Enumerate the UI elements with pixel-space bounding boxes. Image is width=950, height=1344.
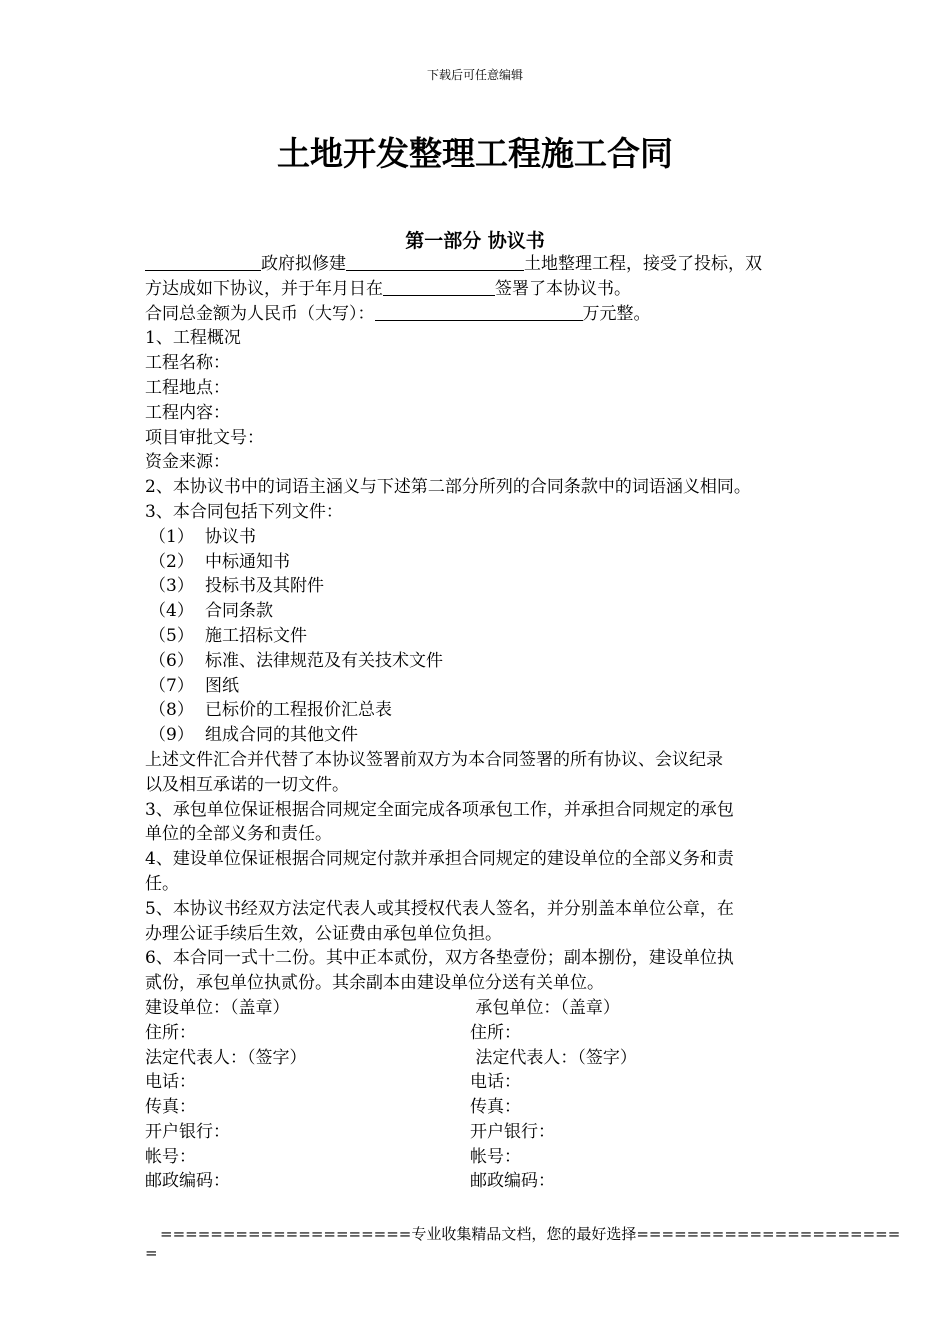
list-item: （5） 施工招标文件: [149, 625, 307, 646]
list-item: （6） 标准、法律规范及有关技术文件: [149, 650, 443, 671]
field-fund-source: 资金来源：: [145, 452, 230, 473]
signature-row: 开户银行： 开户银行：: [145, 1121, 555, 1142]
signature-row: 邮政编码： 邮政编码：: [145, 1171, 555, 1192]
signature-row: 电话： 电话：: [145, 1072, 521, 1093]
paragraph-effect-cont: 办理公证手续后生效，公证费由承包单位负担。: [145, 923, 502, 944]
section-title: 第一部分 协议书: [405, 230, 545, 252]
section1-heading: 1、工程概况: [145, 328, 241, 349]
government-blank: [145, 253, 261, 271]
place-blank: [383, 278, 495, 296]
paragraph-builder: 4、建设单位保证根据合同规定付款并承担合同规定的建设单位的全部义务和责: [145, 849, 734, 870]
list-item: （1） 协议书: [149, 526, 256, 547]
paragraph-replace-cont: 以及相互承诺的一切文件。: [145, 774, 349, 795]
page-footer: [145, 1225, 901, 1263]
paragraph-contractor-cont: 单位的全部义务和责任。: [145, 824, 332, 845]
list-item: （3） 投标书及其附件: [149, 576, 324, 597]
paragraph-builder-cont: 任。: [145, 873, 179, 894]
project-blank: [346, 253, 524, 271]
intro-line-3: 合同总金额为人民币（大写）： 万元整。: [145, 303, 651, 324]
field-project-location: 工程地点：: [145, 377, 230, 398]
field-project-content: 工程内容：: [145, 402, 230, 423]
list-item: （8） 已标价的工程报价汇总表: [149, 700, 392, 721]
signature-row: 传真： 传真：: [145, 1097, 521, 1118]
amount-blank: [375, 303, 583, 321]
paragraph-copies-cont: 贰份，承包单位执贰份。其余副本由建设单位分送有关单位。: [145, 973, 604, 994]
paragraph-copies: 6、本合同一式十二份。其中正本贰份，双方各垫壹份；副本捌份，建设单位执: [145, 948, 734, 969]
document-body: [145, 252, 825, 1194]
list-item: （9） 组成合同的其他文件: [149, 725, 358, 746]
field-project-name: 工程名称：: [145, 353, 230, 374]
intro-line-1: 政府拟修建 土地整理工程，接受了投标，双: [145, 252, 825, 277]
signature-row: 法定代表人：（签字） 法定代表人：（签字）: [145, 1047, 637, 1068]
list-item: （7） 图纸: [149, 675, 239, 696]
signature-row: 建设单位：（盖章） 承包单位：（盖章）: [145, 997, 620, 1018]
document-title: 土地开发整理工程施工合同: [277, 134, 673, 173]
signature-row: 帐号： 帐号：: [145, 1146, 521, 1167]
signature-row: 住所： 住所：: [145, 1022, 521, 1043]
paragraph-replace: 上述文件汇合并代替了本协议签署前双方为本合同签署的所有协议、会议纪录: [145, 749, 723, 770]
list-item: （4） 合同条款: [149, 601, 273, 622]
intro-line-2: 方达成如下协议，并于年月日在 签署了本协议书。: [145, 278, 631, 299]
clause-2: 2、本协议书中的词语主涵义与下述第二部分所列的合同条款中的词语涵义相同。: [145, 477, 751, 498]
page-header: 下载后可任意编辑: [426, 68, 523, 82]
clause-3-heading: 3、本合同包括下列文件：: [145, 501, 343, 522]
footer-line-1: ====================专业收集精品文档，您的最好选择=====================: [160, 1225, 901, 1243]
paragraph-contractor: 3、承包单位保证根据合同规定全面完成各项承包工作，并承担合同规定的承包: [145, 799, 734, 820]
footer-line-2: =: [145, 1244, 158, 1262]
paragraph-effect: 5、本协议书经双方法定代表人或其授权代表人签名，并分别盖本单位公章，在: [145, 898, 734, 919]
field-approval-number: 项目审批文号：: [145, 427, 264, 448]
list-item: （2） 中标通知书: [149, 551, 290, 572]
